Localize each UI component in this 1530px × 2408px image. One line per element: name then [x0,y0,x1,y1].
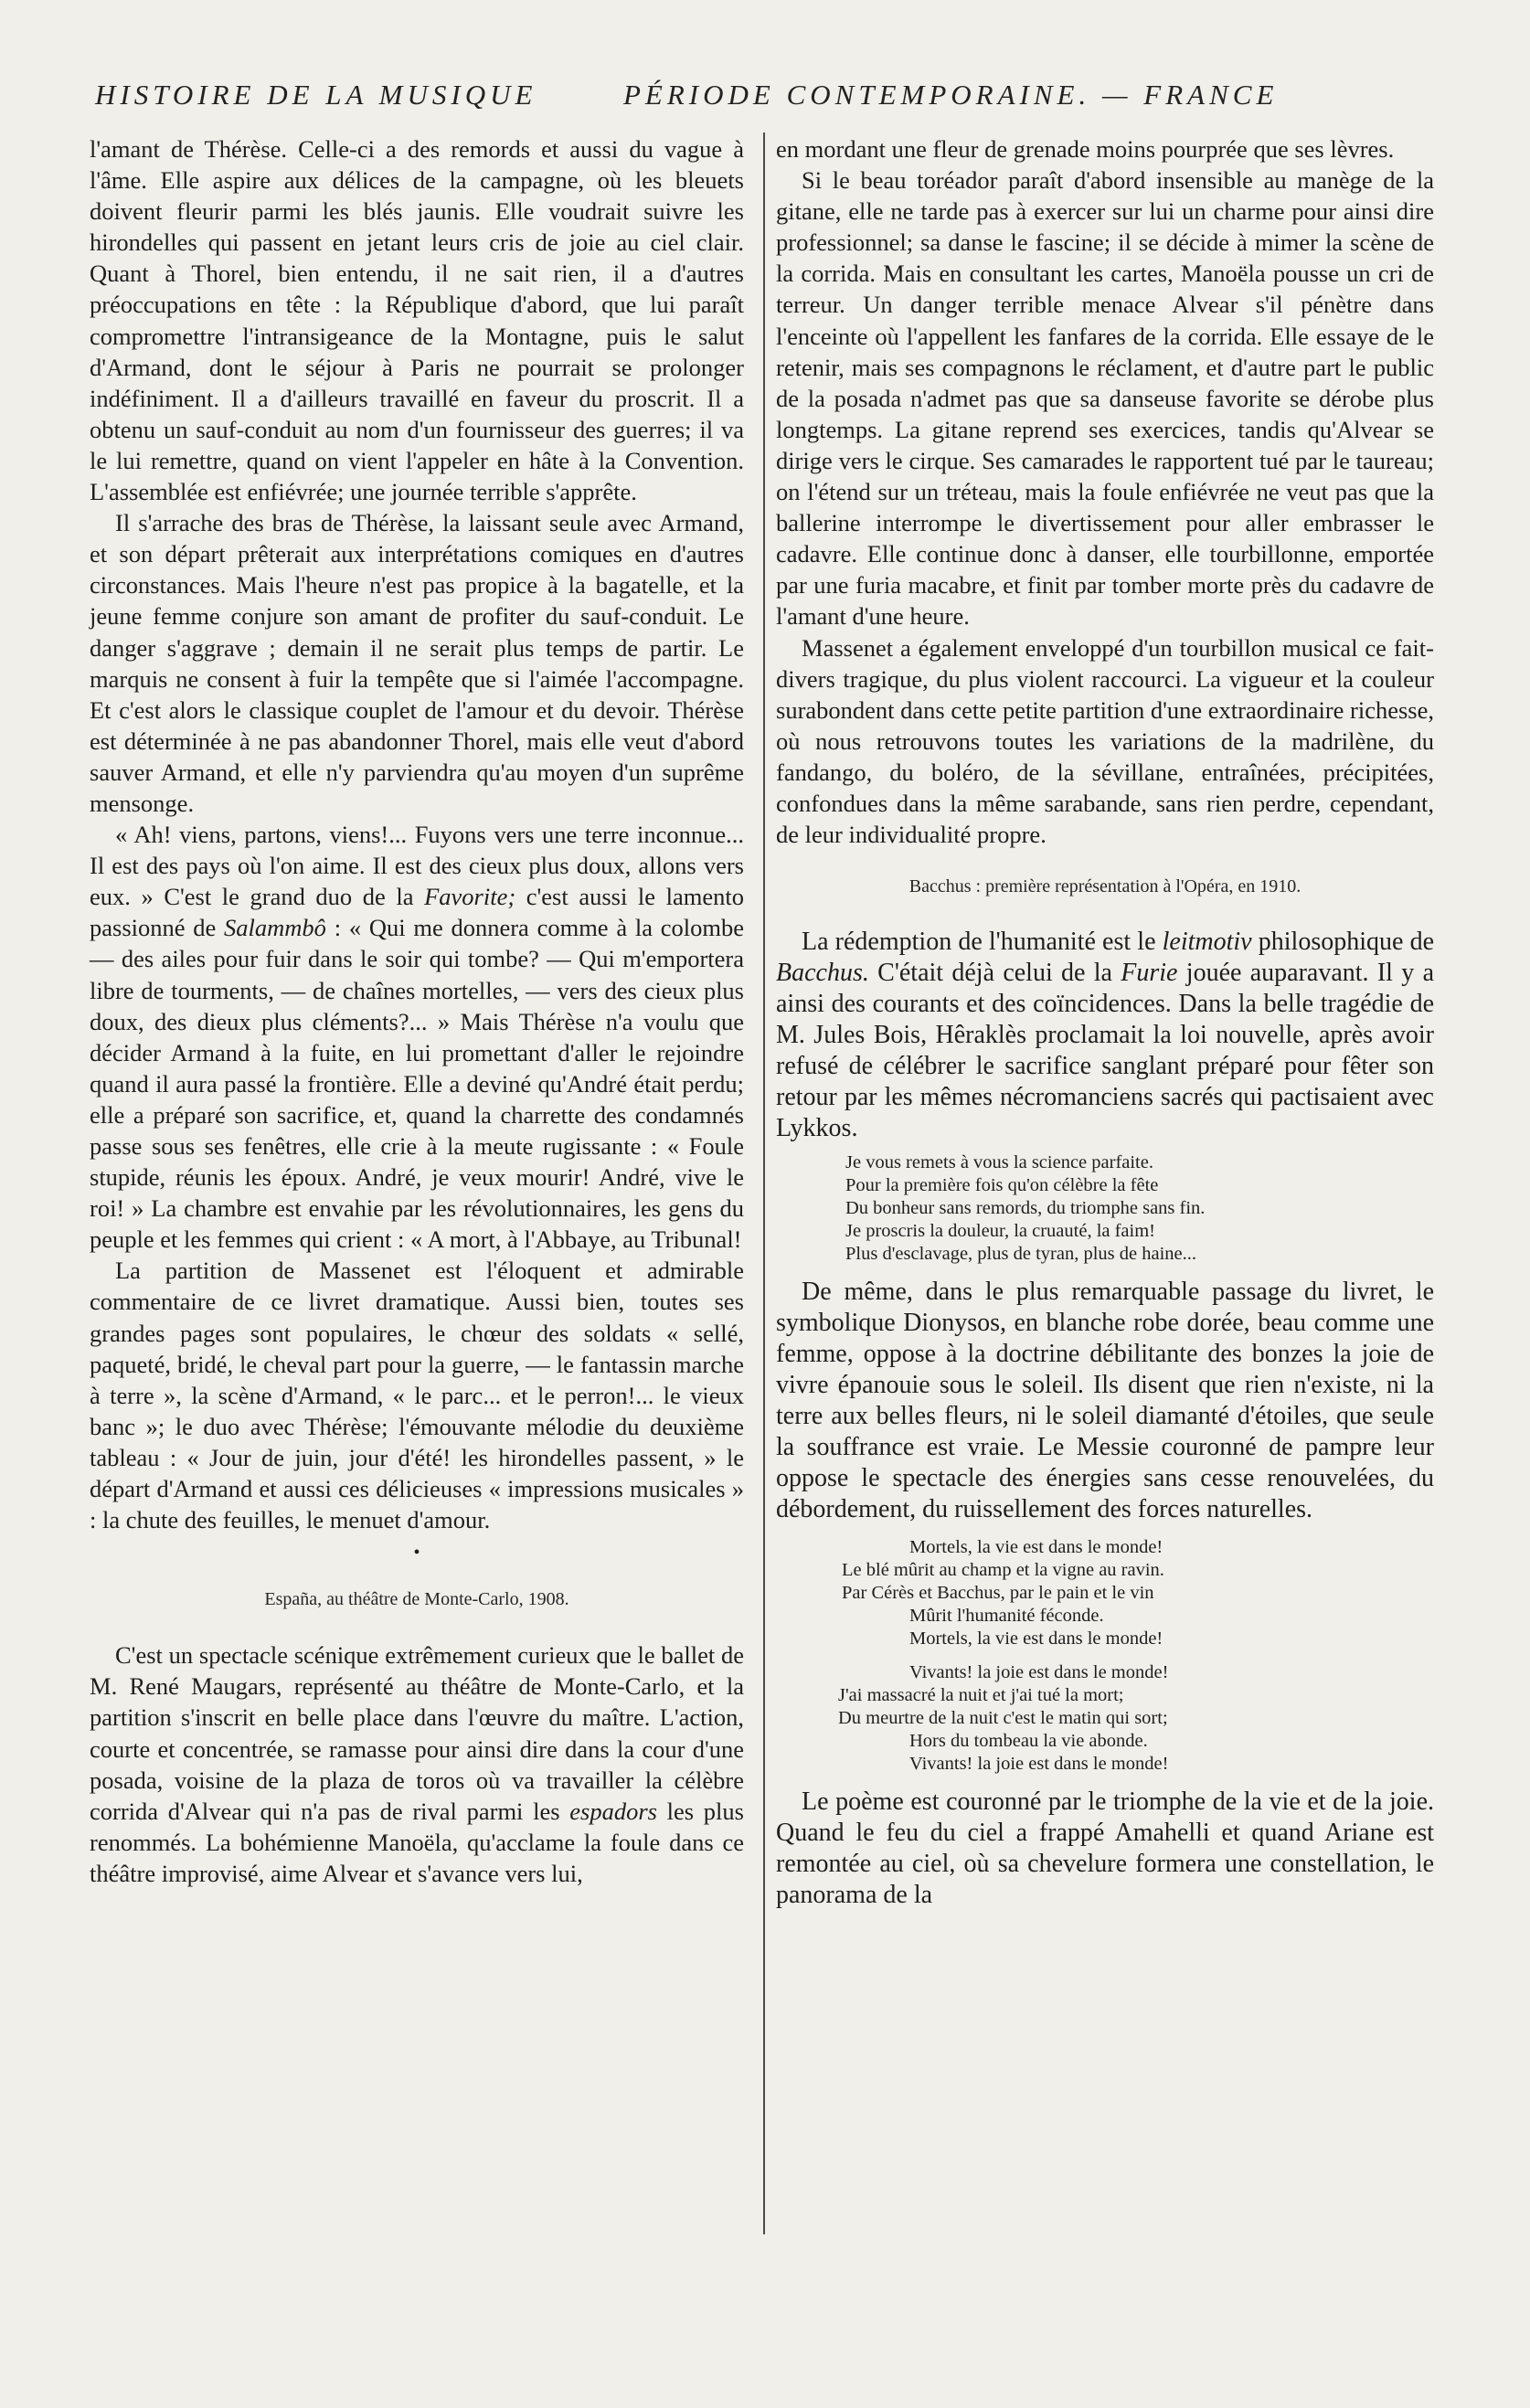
verse-line: Hors du tombeau la vie abonde. [909,1731,1148,1752]
paragraph [90,819,744,1255]
left-column [90,133,744,1889]
italic-title-favorite: Favorite; [424,883,516,911]
text-run: jouée auparavant. Il y a ainsi des courants et des coïncidences. Dans la belle tragédie de M. Jules Bois, Hêraklès proclamait la loi nouvelle, après avoir refusé de célébrer le sacrifice sanglant préparé pour fêter son retour par les mêmes nécromanciens sacrés qui pactisaient avec Lykkos. [776,959,1434,1143]
paragraph: en mordant une fleur de grenade moins pourprée que ses lèvres. [776,135,1395,163]
verse-line: Vivants! la joie est dans le monde! [909,1754,1169,1775]
verse-line: Mortels, la vie est dans le monde! [909,1537,1163,1558]
paragraph: Le poème est couronné par le triomphe de la vie et de la joie. Quand le feu du ciel a frappé Amahelli et quand Ariane est remontée au ciel, où sa chevelure formera une constellation, le panorama de la [776,1787,1434,1910]
text-run: C'est un spectacle scénique extrêmement curieux que le ballet de M. René Maugars, représenté au théâtre de Monte-Carlo, et la partition s'inscrit en belle place dans l'œuvre du maître. L'action, courte et concentrée, se ramasse pour ainsi dire dans la cour d'une posada, voisine de la plaza de toros où va travailler la célèbre corrida d'Alvear qui n'a pas de rival parmi les [90,1641,744,1825]
paragraph [90,1639,744,1889]
verse-line: Pour la première fois qu'on célèbre la fête [845,1175,1159,1196]
verse-line: Je proscris la douleur, la cruauté, la faim! [845,1221,1156,1242]
paragraph: La partition de Massenet est l'éloquent et admirable commentaire de ce livret dramatique. Aussi bien, toutes ses grandes pages sont populaires, le chœur des soldats « sellé, paqueté, bridé, le cheval part pour la guerre, — le fantassin marche à terre », la scène d'Armand, « le parc... et le perron!... le vieux banc »; le duo avec Thérèse; l'émouvante mélodie du deuxième tableau : « Jour de juin, jour d'été! les hirondelles passent, » le départ d'Armand et aussi ces délicieuses « impressions musicales » : la chute des feuilles, le menuet d'amour. [90,1257,744,1534]
text-run: philosophique de [1251,928,1434,957]
section-caption-espana: España, au théâtre de Monte-Carlo, 1908. [264,1589,569,1610]
text-run: c'est aussi le lamento passionné de [90,883,744,942]
verse-line: Du bonheur sans remords, du triomphe sans fin. [845,1198,1206,1219]
text-run: les plus renommés. La bohémienne Manoëla, qu'acclame la foule dans ce théâtre improvisé, aime Alvear et s'avance vers lui, [90,1797,744,1887]
header-section-title: PÉRIODE CONTEMPORAINE. — FRANCE [623,79,1279,111]
verse-line: Le blé mûrit au champ et la vigne au ravin. [842,1560,1164,1581]
paragraph: De même, dans le plus remarquable passage du livret, le symbolique Dionysos, en blanche robe dorée, beau comme une femme, oppose à la doctrine débilitante des bonzes la joie de vivre épanouie sous le soleil. Ils disent que rien n'existe, ni la terre aux belles fleurs, ni le soleil diamanté d'étoiles, que seule la souffrance est vraie. Le Messie couronné de pampre leur oppose le spectacle des énergies sans cesse renouvelées, du débordement, du ruissellement des forces naturelles. [776,1278,1434,1524]
verse-quote [776,1536,1434,1650]
italic-word-espadors: espadors [569,1797,657,1825]
paragraph: Il s'arrache des bras de Thérèse, la laissant seule avec Armand, et son départ prêterait aux interprétations comiques en d'autres circonstances. Mais l'heure n'est pas propice à la bagatelle, et la jeune femme conjure son amant de profiter du sauf-conduit. Le danger s'aggrave ; demain il ne serait plus temps de partir. Le marquis ne consent à fuir la tempête que si l'aimée l'accompagne. Et c'est alors le classique couplet de l'amour et du devoir. Thérèse est déterminée à ne pas abandonner Thorel, mais elle veut d'abord sauver Armand, et elle n'y parviendra qu'au moyen d'un suprême mensonge. [90,509,744,817]
italic-word-leitmotiv: leitmotiv [1162,928,1252,957]
verse-line: Vivants! la joie est dans le monde! [909,1662,1169,1683]
verse-line: Du meurtre de la nuit c'est le matin qui sort; [838,1708,1168,1729]
running-header [95,79,1448,121]
paragraph: l'amant de Thérèse. Celle-ci a des remords et aussi du vague à l'âme. Elle aspire aux délices de la campagne, où les bleuets doivent fleurir parmi les blés jaunis. Elle voudrait suivre les hirondelles qui passent en jetant leurs cris de joie au ciel clair. Quant à Thorel, bien entendu, il ne sait rien, il a d'autres préoccupations en tête : la République d'abord, que lui paraît compromettre l'intransigeance de la Montagne, puis le salut d'Armand, dont le séjour à Paris ne pourrait se prolonger indéfiniment. Il a d'ailleurs travaillé en faveur du proscrit. Il a obtenu un sauf-conduit au nom d'un fournisseur des guerres; il va le lui remettre, quand on vient l'appeler en hâte à la Convention. L'assemblée est enfiévrée; une journée terrible s'apprête. [90,135,744,506]
italic-title-furie: Furie [1121,959,1178,988]
paragraph: Si le beau toréador paraît d'abord insensible au manège de la gitane, elle ne tarde pas à exercer sur lui un charme pour ainsi dire professionnel; sa danse le fascine; il se décide à mimer la scène de la corrida. Mais en consultant les cartes, Manoëla pousse un cri de terreur. Un danger terrible menace Alvear s'il pénètre dans l'enceinte où l'appellent les fanfares de la corrida. Elle essaye de le retenir, mais ses compagnons le réclament, et d'autre part le public de la posada n'admet pas que sa danseuse favorite se dérobe plus longtemps. La gitane reprend ses exercices, tandis qu'Alvear se dirige vers le cirque. Ses camarades le rapportent tué par le taureau; on l'étend sur un tréteau, mais la foule enfiévrée ne veut pas que la ballerine interrompe le divertissement pour aller embrasser le cadavre. Elle continue donc à danser, elle tourbillonne, emportée par une furia macabre, et finit par tomber morte près du cadavre de l'amant d'une heure. [776,166,1434,631]
verse-line: J'ai massacré la nuit et j'ai tué la mort; [838,1685,1124,1706]
paragraph [776,927,1434,1144]
paragraph: Massenet a également enveloppé d'un tourbillon musical ce fait-divers tragique, du plus violent raccourci. La vigueur et la couleur surabondent dans cette petite partition d'une extraordinaire richesse, où nous retrouvons toutes les variations de la madrilène, du fandango, du boléro, de la sévillane, entraînées, précipitées, confondues dans la même sarabande, sans rien perdre, cependant, de leur individualité propre. [776,633,1435,849]
italic-title-bacchus: Bacchus. [776,959,869,988]
text-run: C'était déjà celui de la [868,959,1121,988]
text-run: « Ah! viens, partons, viens!... Fuyons vers une terre inconnue... Il est des pays où l'on aime. Il est des cieux plus doux, allons vers eux. » C'est le grand duo de la [90,821,744,911]
text-run: : « Qui me donnera comme à la colombe — des ailes pour fuir dans le soir qui tombe? — Qui m'emportera libre de tourments, — de chaînes mortelles, — vers des cieux plus doux, des dieux plus cléments?... » Mais Thérèse n'a voulu que décider Armand à la fuite, en lui promettant d'aller le rejoindre quand il aura passé la frontière. Elle a deviné qu'André était perdu; elle a préparé son sacrifice, et, quand la charrette des condamnés passe sous ses fenêtres, elle crie à la meute rugissante : « Foule stupide, réunis les époux. André, je veux mourir! André, vive le roi! » La chambre est envahie par les révolutionnaires, les gens du peuple et les femmes qui crient : « A mort, à l'Abbaye, au Tribunal! [90,914,744,1254]
section-ornament: • [413,1543,420,1564]
section-caption-bacchus: Bacchus : première représentation à l'Opéra, en 1910. [908,876,1302,897]
text-run: La rédemption de l'humanité est le [802,928,1163,957]
verse-quote [776,1661,1434,1776]
verse-line: Mortels, la vie est dans le monde! [909,1628,1163,1650]
verse-line: Par Cérès et Bacchus, par le pain et le vin [842,1583,1154,1604]
verse-line: Plus d'esclavage, plus de tyran, plus de haine... [845,1244,1196,1265]
column-divider [763,133,765,2234]
header-book-title: HISTOIRE DE LA MUSIQUE [95,79,537,111]
right-column [776,133,1434,1911]
verse-line: Mûrit l'humanité féconde. [909,1606,1104,1627]
verse-line: Je vous remets à vous la science parfaite. [845,1152,1153,1173]
verse-quote [776,1151,1434,1266]
italic-title-salammbo: Salammbô [224,914,326,942]
